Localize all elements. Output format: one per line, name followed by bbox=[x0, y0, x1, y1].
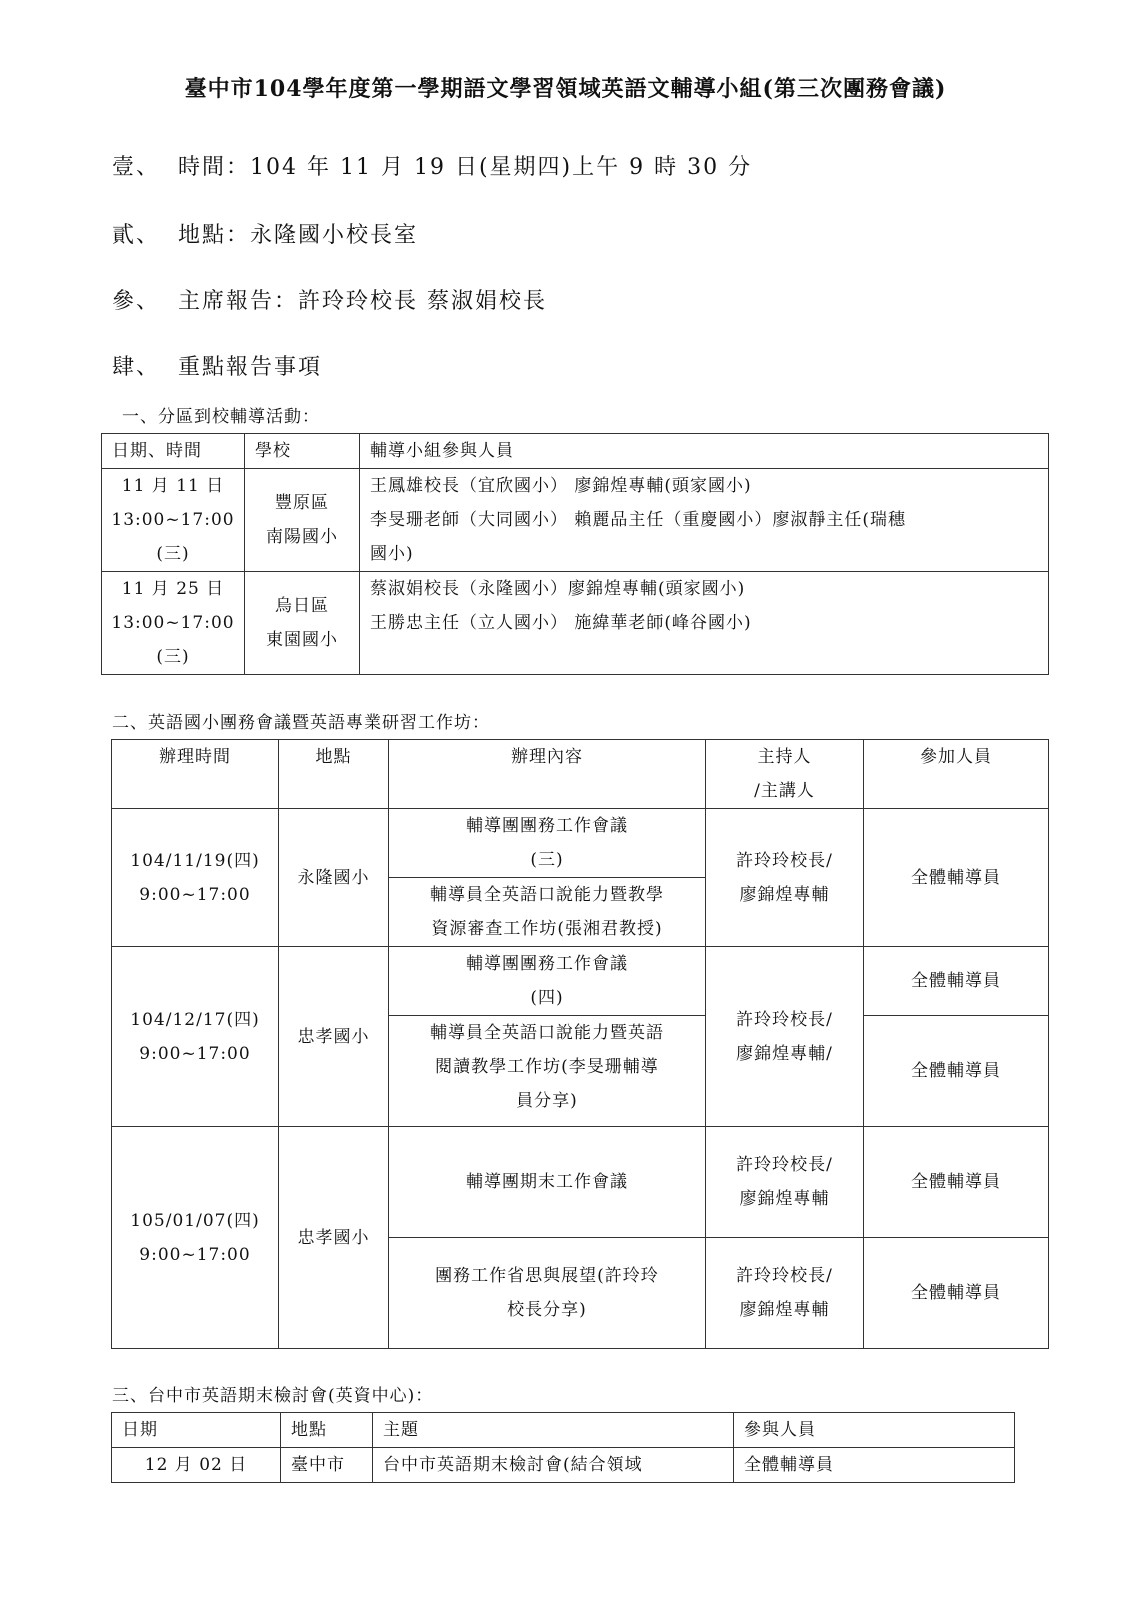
place-cell: 永隆國小 bbox=[279, 809, 389, 947]
host-line: 廖錦煌專輔 bbox=[739, 884, 830, 905]
table-row bbox=[112, 947, 1049, 1016]
header-school: 學校 bbox=[245, 434, 360, 469]
table-row bbox=[102, 572, 1049, 675]
host-line: 許玲玲校長/ bbox=[736, 1266, 833, 1286]
host-cell bbox=[706, 809, 864, 947]
host-cell bbox=[706, 1127, 864, 1238]
section2-heading: 二、英語國小團務會議暨英語專業研習工作坊： bbox=[112, 713, 490, 733]
content-cell bbox=[389, 1016, 706, 1127]
topic-cell: 台中市英語期末檢討會(結合領域 bbox=[373, 1448, 734, 1483]
participants-line: 蔡淑娟校長（永隆國小）廖錦煌專輔(頭家國小) bbox=[370, 579, 746, 599]
item-time bbox=[112, 150, 752, 181]
content-cell bbox=[389, 1127, 706, 1238]
place-cell: 臺中市 bbox=[281, 1448, 373, 1483]
date-line: 105/01/07(四) bbox=[130, 1210, 260, 1231]
header-place: 地點 bbox=[279, 740, 389, 809]
time-line: 13:00~17:00 bbox=[111, 510, 235, 530]
item-key-reports bbox=[112, 350, 322, 381]
date-cell bbox=[102, 469, 245, 572]
workshop-table bbox=[111, 739, 1049, 1349]
item-number: 壹、 bbox=[112, 155, 161, 180]
header-participants: 參與人員 bbox=[734, 1413, 1015, 1448]
content-line: 輔導員全英語口說能力暨英語 bbox=[430, 1023, 664, 1043]
date-line: 104/11/19(四) bbox=[130, 850, 260, 871]
attendees-cell: 全體輔導員 bbox=[864, 1238, 1049, 1349]
content-line: 輔導員全英語口說能力暨教學 bbox=[430, 885, 664, 905]
school-cell bbox=[245, 469, 360, 572]
item-chair-report bbox=[112, 284, 547, 315]
header-host-line: /主講人 bbox=[754, 781, 815, 801]
time-line: 9:00~17:00 bbox=[139, 884, 251, 905]
document-title: 臺中市104學年度第一學期語文學習領域英語文輔導小組(第三次團務會議) bbox=[184, 76, 947, 102]
header-date: 日期 bbox=[112, 1413, 281, 1448]
host-line: 許玲玲校長/ bbox=[736, 850, 833, 871]
participants-cell: 全體輔導員 bbox=[734, 1448, 1015, 1483]
header-time: 辦理時間 bbox=[112, 740, 279, 809]
participants-cell bbox=[360, 572, 1049, 675]
content-cell bbox=[389, 947, 706, 1016]
table-row bbox=[112, 809, 1049, 878]
participants-cell bbox=[360, 469, 1049, 572]
weekday-line: (三) bbox=[156, 647, 190, 667]
item-text: 主席報告：許玲玲校長 蔡淑娟校長 bbox=[178, 289, 547, 314]
host-line: 廖錦煌專輔/ bbox=[736, 1043, 833, 1064]
date-line: 11 月 25 日 bbox=[121, 579, 225, 599]
attendees-cell: 全體輔導員 bbox=[864, 1016, 1049, 1127]
school-line: 南陽國小 bbox=[266, 527, 338, 547]
host-cell bbox=[706, 1238, 864, 1349]
review-meeting-table bbox=[111, 1412, 1015, 1483]
table-header-row bbox=[102, 434, 1049, 469]
district-line: 豐原區 bbox=[275, 493, 329, 513]
place-cell: 忠孝國小 bbox=[279, 947, 389, 1127]
content-line: (四) bbox=[530, 988, 564, 1008]
table-row bbox=[112, 1127, 1049, 1238]
attendees-cell: 全體輔導員 bbox=[864, 947, 1049, 1016]
date-line: 11 月 11 日 bbox=[121, 476, 225, 496]
participants-line: 王勝忠主任（立人國小） 施緯華老師(峰谷國小) bbox=[370, 613, 752, 633]
section3-heading: 三、台中市英語期末檢討會(英資中心)： bbox=[112, 1386, 434, 1406]
header-date-time: 日期、時間 bbox=[102, 434, 245, 469]
header-content: 辦理內容 bbox=[389, 740, 706, 809]
header-topic: 主題 bbox=[373, 1413, 734, 1448]
participants-line: 李旻珊老師（大同國小） 賴麗品主任（重慶國小）廖淑靜主任(瑞穗 bbox=[370, 510, 907, 530]
content-line: 團務工作省思與展望(許玲玲 bbox=[435, 1266, 659, 1286]
time-line: 9:00~17:00 bbox=[139, 1043, 251, 1064]
header-participants: 輔導小組參與人員 bbox=[360, 434, 1049, 469]
attendees-cell: 全體輔導員 bbox=[864, 1127, 1049, 1238]
content-line: 閱讀教學工作坊(李旻珊輔導 bbox=[435, 1057, 659, 1077]
host-line: 廖錦煌專輔 bbox=[739, 1189, 830, 1209]
content-line: 輔導團團務工作會議 bbox=[466, 954, 628, 974]
item-text: 重點報告事項 bbox=[178, 355, 323, 380]
content-line: 輔導團期末工作會議 bbox=[466, 1172, 628, 1192]
item-text: 地點：永隆國小校長室 bbox=[178, 223, 419, 248]
item-number: 貳、 bbox=[112, 223, 161, 248]
table-row bbox=[102, 469, 1049, 572]
school-cell bbox=[245, 572, 360, 675]
content-cell bbox=[389, 1238, 706, 1349]
table-header-row bbox=[112, 740, 1049, 809]
host-line: 許玲玲校長/ bbox=[736, 1155, 833, 1175]
section1-heading: 一、分區到校輔導活動： bbox=[122, 407, 320, 427]
item-text: 時間：104 年 11 月 19 日(星期四)上午 9 時 30 分 bbox=[178, 155, 753, 180]
host-line: 許玲玲校長/ bbox=[736, 1009, 833, 1030]
host-line: 廖錦煌專輔 bbox=[739, 1300, 830, 1320]
header-attendees: 參加人員 bbox=[864, 740, 1049, 809]
school-line: 東園國小 bbox=[266, 630, 338, 650]
date-line: 104/12/17(四) bbox=[130, 1009, 260, 1030]
time-line: 13:00~17:00 bbox=[111, 613, 235, 633]
date-cell bbox=[102, 572, 245, 675]
time-cell bbox=[112, 1127, 279, 1349]
place-cell: 忠孝國小 bbox=[279, 1127, 389, 1349]
content-line: (三) bbox=[530, 850, 564, 870]
item-location bbox=[112, 218, 418, 249]
header-host bbox=[706, 740, 864, 809]
table-header-row bbox=[112, 1413, 1015, 1448]
content-line: 資源審查工作坊(張湘君教授) bbox=[431, 919, 663, 939]
content-line: 輔導團團務工作會議 bbox=[466, 816, 628, 836]
time-cell bbox=[112, 947, 279, 1127]
weekday-line: (三) bbox=[156, 544, 190, 564]
host-cell bbox=[706, 947, 864, 1127]
time-cell bbox=[112, 809, 279, 947]
district-line: 烏日區 bbox=[275, 596, 329, 616]
header-host-line: 主持人 bbox=[757, 747, 812, 767]
school-visit-table bbox=[101, 433, 1049, 675]
header-place: 地點 bbox=[281, 1413, 373, 1448]
participants-line: 王鳳雄校長（宜欣國小） 廖錦煌專輔(頭家國小) bbox=[370, 476, 752, 496]
attendees-cell: 全體輔導員 bbox=[864, 809, 1049, 947]
item-number: 參、 bbox=[112, 289, 161, 314]
content-line: 校長分享) bbox=[507, 1300, 587, 1320]
time-line: 9:00~17:00 bbox=[139, 1244, 251, 1265]
content-line: 員分享) bbox=[516, 1091, 578, 1111]
date-cell: 12 月 02 日 bbox=[112, 1448, 281, 1483]
content-cell bbox=[389, 809, 706, 878]
table-row bbox=[112, 1448, 1015, 1483]
item-number: 肆、 bbox=[112, 355, 161, 380]
participants-line: 國小) bbox=[370, 544, 414, 564]
content-cell bbox=[389, 878, 706, 947]
